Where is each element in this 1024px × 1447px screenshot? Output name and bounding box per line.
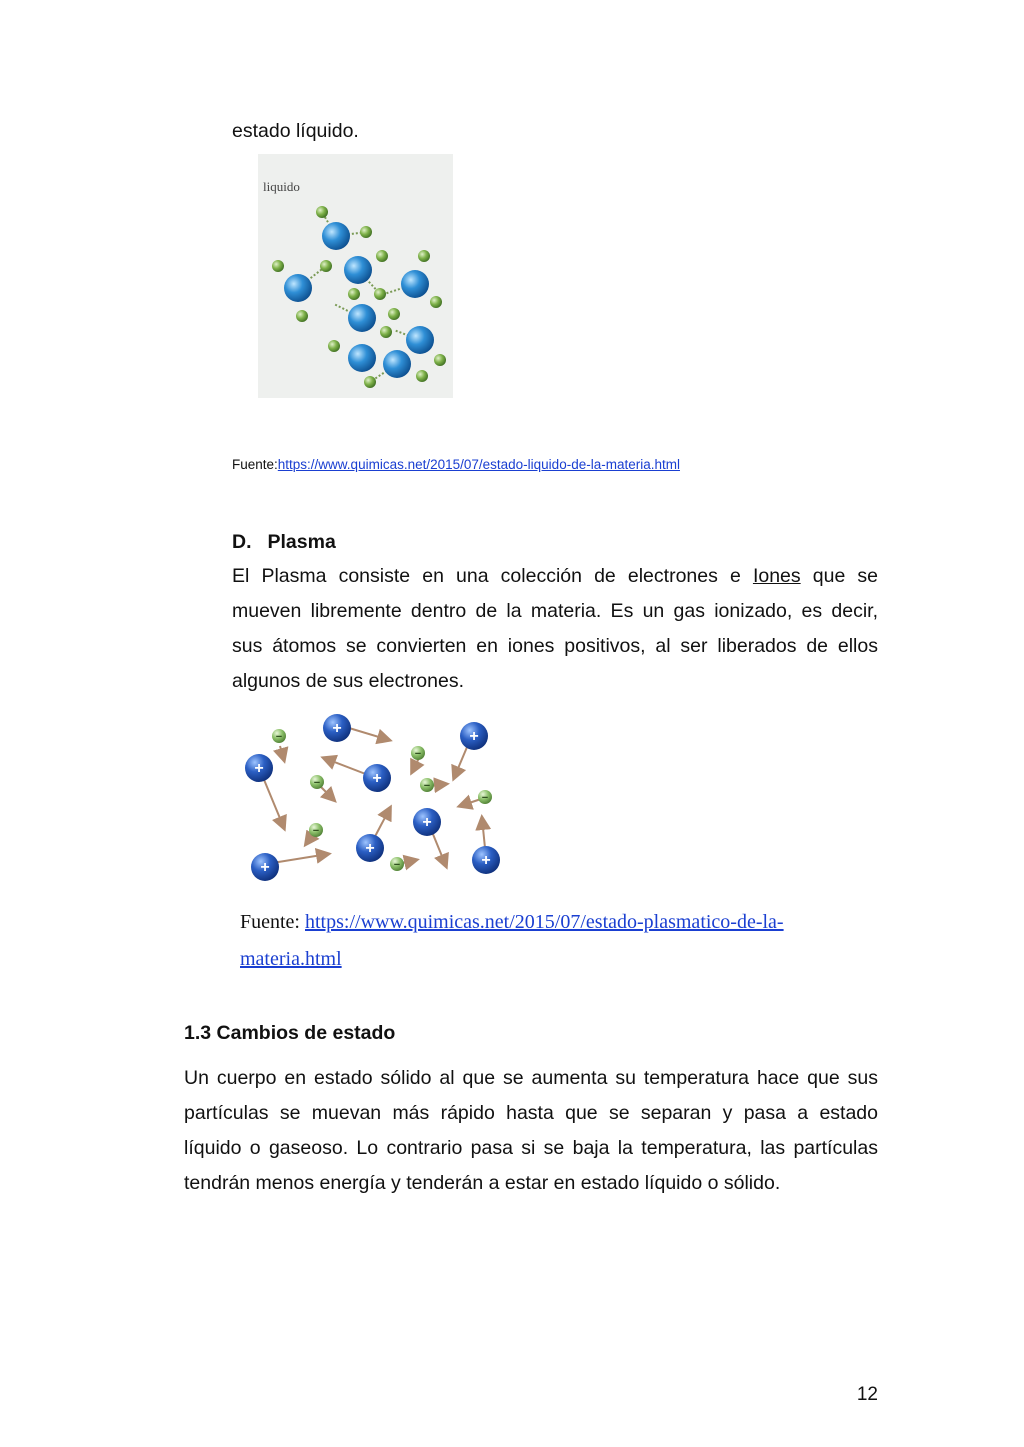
plasma-line-3: sus átomos se convierten en iones positivos, al ser liberados de ellos (232, 635, 878, 657)
liquid-figure-caption (232, 456, 680, 474)
plasma-line-4: algunos de sus electrones. (232, 670, 464, 692)
svg-text:−: − (313, 777, 321, 789)
intro-line: estado líquido. (232, 120, 359, 142)
svg-text:−: − (393, 859, 401, 871)
plasma-line-1: El Plasma consiste en una colección de electrones e Iones que se (232, 565, 879, 587)
section-line-4: tendrán menos energía y tenderán a estar en estado líquido o sólido. (184, 1172, 781, 1194)
svg-text:+: + (260, 859, 270, 876)
section-line-2: partículas se muevan más rápido hasta que se separan y pasa a estado (184, 1102, 878, 1124)
svg-text:−: − (481, 792, 489, 804)
water-molecule-5 (348, 288, 386, 332)
water-molecule-3 (272, 260, 312, 322)
section-number: 1.3 (184, 1022, 212, 1044)
caption-prefix: Fuente: (232, 457, 278, 472)
plasma-line-2: mueven libremente dentro de la materia. Es un gas ionizado, es decir, (232, 600, 878, 622)
svg-text:+: + (469, 728, 479, 745)
svg-text:+: + (422, 814, 432, 831)
positive-ion-6 (356, 834, 384, 862)
plasma-source-link-line1[interactable]: https://www.quimicas.net/2015/07/estado-plasmatico-de-la- (305, 911, 784, 933)
plasma-figure-caption (240, 904, 840, 978)
electron-1 (272, 729, 286, 743)
water-molecule-2 (320, 250, 388, 284)
iones-link[interactable]: Iones (752, 565, 801, 587)
positive-ion-1 (323, 714, 351, 742)
liquid-label: liquido (263, 179, 300, 194)
positive-ion-7 (472, 846, 500, 874)
svg-text:+: + (332, 720, 342, 737)
plasma-figure (236, 708, 511, 888)
liquid-molecules-illustration (258, 154, 453, 398)
water-molecule-7 (328, 340, 376, 388)
positive-ion-3 (460, 722, 488, 750)
liquid-source-link[interactable]: https://www.quimicas.net/2015/07/estado-liquido-de-la-materia.html (277, 457, 680, 472)
plasma-heading-title: Plasma (267, 531, 336, 553)
section-paragraph (184, 1061, 878, 1201)
electron-5 (478, 790, 492, 804)
section-line-1: Un cuerpo en estado sólido al que se aumenta su temperatura hace que sus (184, 1067, 878, 1089)
svg-text:+: + (372, 770, 382, 787)
plasma-ions-illustration (236, 708, 511, 888)
section-title: Cambios de estado (216, 1022, 396, 1044)
plasma-heading (232, 530, 336, 554)
section-heading (184, 1021, 395, 1045)
positive-ion-5 (413, 808, 441, 836)
svg-text:+: + (481, 852, 491, 869)
electron-6 (309, 823, 323, 837)
water-molecule-1 (316, 206, 372, 250)
svg-text:+: + (365, 840, 375, 857)
plasma-heading-letter: D. (232, 531, 252, 553)
page-number: 12 (856, 1384, 878, 1405)
svg-text:+: + (254, 760, 264, 777)
svg-text:−: − (312, 825, 320, 837)
svg-text:−: − (414, 748, 422, 760)
electron-3 (310, 775, 324, 789)
plasma-caption-prefix: Fuente: (240, 911, 300, 933)
liquid-figure (258, 154, 453, 398)
svg-text:−: − (423, 780, 431, 792)
water-molecule-4 (401, 250, 442, 308)
electron-4 (420, 778, 434, 792)
electron-7 (390, 857, 404, 871)
electron-2 (411, 746, 425, 760)
section-line-3: líquido o gaseoso. Lo contrario pasa si se baja la temperatura, las partículas (184, 1137, 878, 1159)
plasma-paragraph (232, 559, 878, 699)
positive-ion-4 (363, 764, 391, 792)
plasma-source-link-line2[interactable]: materia.html (240, 948, 342, 970)
svg-text:−: − (275, 731, 283, 743)
positive-ion-2 (245, 754, 273, 782)
positive-ion-8 (251, 853, 279, 881)
